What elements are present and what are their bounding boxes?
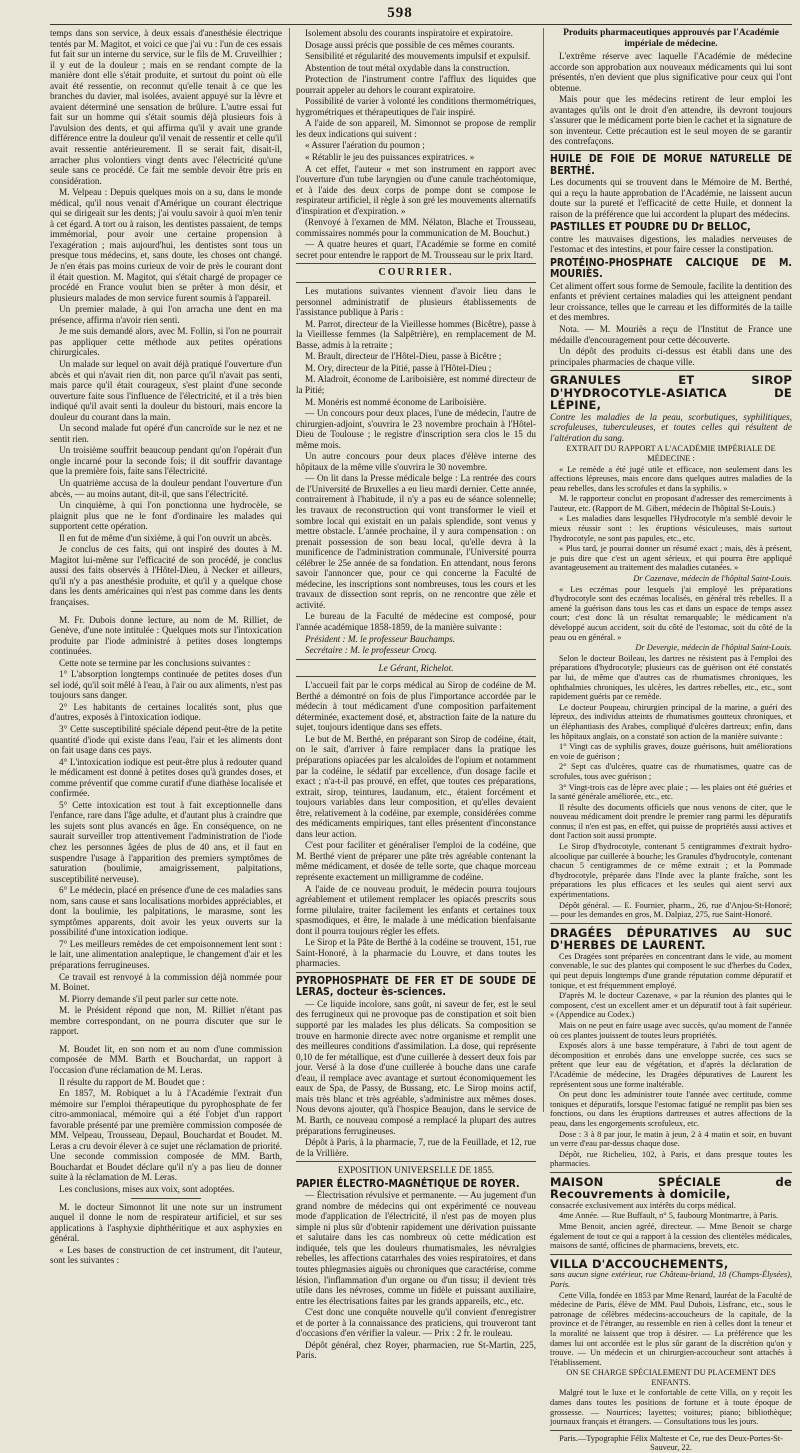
paragraph: temps dans son service, à deux essais d'anesthésie électrique tentés par M. Magitot, et voici ce que j'ai vu : l'un de ces essais fut fait sur un interne du service, sur le fils de M. Cruveilhier ; il y eut de la douleur ; mais en se rendant compte de la manière dont elle s'était produite, et surtout du point où elle avait été ressentie, on reconnut qu'elle tenait à ce que les branches du davier, mal isolées, avaient appuyé sur la lèvre et avaient déterminé une sensation de brûlure. L'autre essai fut fait sur un homme qui s'était soumis déjà plusieurs fois à l'avulsion des dents, et qui affirma qu'il y avait une grande différence entre la douleur qu'il venait de ressentir et celle qu'il avait ressentie antérieurement. Il se serait fait, disait-il, arracher plus volontiers vingt dents avec l'électricité qu'une seule sans ce procédé. Ce fait me semble devoir être pris en considération.: [50, 28, 282, 186]
section-rule: [296, 972, 536, 973]
ad-body: Exposés alors à une basse température, à l'abri de tout agent de décomposition et enrobés dans une enveloppe sucrée, ces sucs se prêtent que leur eau de végétation, et d'après la déclaration de l'Académie de médecine, les Dragées dépuratives de Laurent les représentent sous une forme inaltérable.: [550, 1041, 792, 1089]
ad-subtitle: Contre les maladies de la peau, scorbutiques, syphilitiques, scrofuleuses, tuberculeuses, et toutes celles qui résultent de l'altération du sang.: [550, 411, 792, 443]
ad-depot: Un dépôt des produits ci-dessus est établi dans une des principales pharmacies de chaque ville.: [550, 346, 792, 367]
ad-body: 3° Vingt-trois cas de lèpre avec plaie ; — les plaies ont été guéries et la santé générale améliorée, etc., etc.: [550, 782, 792, 802]
ad-body: Malgré tout le luxe et le confortable de cette Villa, on y reçoit les dames dans toutes les positions de fortune et à toute époque de grossesse. — Nourrices; layettes; voitures; piano; bibliothèque; journaux français et étrangers. — Consultations tous les jours.: [550, 1388, 792, 1427]
ad-title: DRAGÉES DÉPURATIVES AU SUC D'HERBES DE LAURENT.: [550, 925, 792, 953]
ad-body: Mais on ne peut en faire usage avec succès, qu'au moment de l'année où ces plantes jouissent de toutes leurs propriétés.: [550, 1020, 792, 1040]
paragraph: 2° Les habitants de certaines localités sont, plus que d'autres, exposés à l'intoxication iodique.: [50, 701, 282, 723]
ad-title: PASTILLES ET POUDRE DU Dr BELLOC,: [550, 221, 751, 234]
paragraph: 5° Cette intoxication est tout à fait exceptionnelle dans l'enfance, rare dans l'âge adulte, et d'autant plus à craindre que les sujets sont plus avancés en âge. En conséquence, on ne saurait surveiller trop attentivement l'administration de l'iode chez les personnes âgées de plus de 40 ans, et il faut en suspendre l'usage à l'apparition des premiers symptômes de saturation (boulimie, amaigrissement, palpitations, susceptibilité nerveuse).: [50, 799, 282, 884]
ads-section-heading: Produits pharmaceutiques approuvés par l'Académie impériale de médecine.: [563, 28, 779, 49]
paragraph: « Assurer l'aération du poumon ;: [305, 140, 425, 151]
ad-depot: Dépôt, rue Richelieu, 102, à Paris, et dans presque toutes les pharmacies.: [550, 1149, 792, 1169]
paragraph: Secrétaire : M. le professeur Crocq.: [305, 645, 437, 656]
paragraph: « Les bases de construction de cet instrument, dit l'auteur, sont les suivantes :: [50, 1244, 282, 1266]
page-number: 598: [387, 5, 413, 21]
quote: « Le remède a été jugé utile et efficace, non seulement dans les affections lépreuses, mais encore dans quelques autres maladies de la peau rebelles, dans les scrofules et dans la syphilis. »: [550, 464, 792, 493]
ad-note: Nota. — M. Mouriès a reçu de l'Institut de France une médaille d'encouragement pour cette découverte.: [550, 323, 792, 345]
ad-depot: Dépôt général. — E. Fournier, pharm., 26, rue d'Anjou-St-Honoré; — pour les demandes en gros, M. Dalpiaz, 275, rue Saint-Honoré.: [550, 900, 792, 920]
ad-body: Ces Dragées sont préparées en concentrant dans le vide, au moment convenable, le suc des plantes qui composent le suc d'herbes du Codex, qui peut depuis longtemps d'une grande réputation comme dépuratif et tonique, et est fréquemment employé.: [550, 951, 792, 990]
paragraph: C'est pour faciliter et généraliser l'emploi de la codéine, que M. Berthé vient de préparer une pâte très agréable contenant la même médicament, et dosée de telle sorte, que chaque morceau représente exactement un milligramme de codéine.: [296, 840, 536, 883]
paragraph: M. le docteur Simonnot lit une note sur un instrument auquel il donne le nom de respirateur artificiel, et sur ses applications à l'asphyxie diphthéritique et aux asphyxies en général.: [50, 1201, 282, 1244]
quote: M. le rapporteur conclut en proposant d'adresser des remerciments à l'auteur, etc. (Rapport de M. Gibert, médecin de l'hôpital St-Louis.): [550, 494, 792, 513]
ad-title: VILLA D'ACCOUCHEMENTS,: [550, 1256, 729, 1271]
ad-body: — Ce liquide incolore, sans goût, ni saveur de fer, est le seul des ferrugineux qui ne provoque pas de constipation et soit bien supporté par les malades les plus délicats. Sa composition se trouve en harmonie directe avec notre organisme et remplit une des meilleures conditions d'assimilation. La dose, qui représente 0,10 de fer métallique, est d'une cuillerée à dessert deux fois par jour. Versé à la dose d'une cuillerée à bouche dans une carafe d'eau, il remplace avec avantage et surtout économiquement les eaux de Spa, de Passy, de Bussang, etc. Le Sirop moins actif, mais très blanc et très agréable, s'administre aux mêmes doses. Nous devons ajouter, qu'à l'hospice Beaujon, dans le service de M. Barth, ce nouveau composé a remplacé la plupart des autres préparations ferrugineuses.: [296, 998, 536, 1136]
paragraph: (Renvoyé à l'examen de MM. Nélaton, Blache et Trousseau, commissaires nommés pour la communication de M. Bouchut.): [296, 217, 536, 238]
ad-body: Le Sirop d'hydrocotyle, contenant 5 centigrammes d'extrait hydro-alcoolique par cuillerée à bouche; les Granules d'hydrocotyle, contenant chacun 5 centigrammes de ce même extrait ; et la Pommade d'hydrocotyle, préparée dans l'Inde avec la plante fraîche, sont les préparations les plus efficaces et les seules qui aient servi aux expérimentations.: [550, 842, 792, 900]
paragraph: — Un concours pour deux places, l'une de médecin, l'autre de chirurgien-adjoint, s'ouvrira le 23 novembre prochain à l'Hôtel-Dieu de Toulouse ; le registre d'inscription sera clos le 15 du même mois.: [296, 408, 536, 450]
paragraph: 3° Cette susceptibilité spéciale dépend peut-être de la petite quantité d'iode qui existe dans l'eau, l'air et les aliments dont on fait usage dans ces pays.: [50, 724, 282, 756]
paragraph: Sensibilité et régularité des mouvements impulsif et expulsif.: [305, 51, 531, 62]
paragraph: M. Parrot, directeur de la Vieillesse hommes (Bicêtre), passe à la Vieillesse femmes (la Salpêtrière), en remplacement de M. Basse, admis à la retraite ;: [296, 318, 536, 350]
paragraph: Ce travail est renvoyé à la commission déjà nommée pour M. Boinet.: [50, 971, 282, 993]
paragraph: 1° L'absorption longtemps continuée de petites doses d'un sel iodé, qu'il soit mêlé à l'eau, à l'air ou aux aliments, n'est pas toujours sans danger.: [50, 669, 282, 701]
ad-body: C'est donc une conquête nouvelle qu'il convient d'enregistrer et de porter à la connaissance des praticiens, qui trouveront tant d'occasions d'en vérifier la valeur. — Prix : 2 fr. le rouleau.: [296, 1307, 536, 1339]
paragraph: 6° Le médecin, placé en présence d'une de ces maladies sans nom, sans cause et sans localisations morbides appréciables, et dont la boulimie, les palpitations, le marasme, sont les symptômes apparents, doit avoir les yeux ouverts sur la possibilité d'une intoxication iodique.: [50, 885, 282, 938]
paragraph: Les conclusions, mises aux voix, sont adoptées.: [59, 1183, 235, 1194]
paragraph: Dosage aussi précis que possible de ces mêmes courants.: [305, 39, 515, 50]
ad-body: 4me Année. — Rue Buffault, n° 5, faubourg Montmartre, à Paris.: [559, 1211, 779, 1221]
paragraph: Les mutations suivantes viennent d'avoir lieu dans le personnel administratif de plusieurs établissements de l'assistance publique à Paris :: [296, 286, 536, 318]
section-rule: [550, 150, 792, 151]
ad-depot: Dépôt à Paris, à la pharmacie, 7, rue de la Feuillade, et 12, rue de la Vrillière.: [296, 1137, 536, 1158]
header-rule: [50, 24, 792, 25]
ad-title: HUILE DE FOIE DE MORUE NATURELLE DE BERTHÉ.: [550, 153, 792, 177]
section-rule: [296, 282, 536, 283]
ad-body: ON SE CHARGE SPÉCIALEMENT DU PLACEMENT DES ENFANTS.: [566, 1368, 776, 1387]
ad-body: 1° Vingt cas de syphilis graves, douze guérisons, huit améliorations en voie de guérison ;: [550, 742, 792, 761]
section-rule: [296, 676, 536, 677]
paragraph: M. Velpeau : Depuis quelques mois on a su, dans le monde médical, qu'il nous venait d'Amérique un courant électrique qui se dirigeait sur les dents; j'ai voulu savoir à quoi m'en tenir à cet égard. A tort ou à raison, les dentistes passaient, de temps immémorial, pour avoir une certaine propension à l'exagération ; mais aujourd'hui, les dentistes sont tous un presque tous médecins, et, sans doute, les choses ont changé. Je n'en étais pas moins curieux de voir de près le courant dont il était question. M. Magitot, qui s'était chargé de propager ce procédé en France voulut bien se prêter à mon désir, et plusieurs malades de mon service furent soumis à l'appareil.: [50, 187, 282, 303]
ad-body: Selon le docteur Boileau, les dartres ne résistent pas à l'emploi des préparations d'hydrocotyle; plusieurs cas de guérison ont été constatés par lui, de même que d'autres cas de rhumatismes chroniques, les ophthalmies chroniques, les ulcères, les dartres rebelles, etc., etc., sont rapidement guéris par ce remède.: [550, 653, 792, 702]
paragraph: L'extrême réserve avec laquelle l'Académie de médecine accorde son approbation aux nouveaux médicaments qui lui sont présentés, n'en devient que plus significative pour ceux qui l'ont obtenue.: [550, 51, 792, 93]
paragraph: M. Brault, directeur de l'Hôtel-Dieu, passe à Bicêtre ;: [305, 351, 502, 362]
ad-testimonials: [550, 465, 792, 920]
ad-body: Cet aliment offert sous forme de Semoule, facilite la dentition des enfants et prévient certaines maladies qui les atteignent pendant leur croissance, telles que le carreau et les difformités de la taille et des membres.: [550, 280, 792, 323]
section-rule: [550, 1172, 792, 1173]
column-divider: [289, 28, 290, 1112]
ad-title: GRANULES ET SIROP D'HYDROCOTYLE-ASIATICA DE LÉPINE,: [550, 373, 792, 413]
ad-kicker: EXTRAIT DU RAPPORT A L'ACADÉMIE IMPÉRIALE DE MÉDECINE :: [566, 444, 776, 463]
paragraph: Je conclus de ces faits, qui ont inspiré des doutes à M. Magitot lui-même sur l'efficacité de son procédé, je conclus aussi des faits observés à l'Hôtel-Dieu, à Necker et ailleurs, qu'il n'y a pas anesthésie produite, et qu'il y a quelque chose dans les dents américaines qui n'est pas comme dans les dents françaises.: [50, 544, 282, 607]
paragraph: Possibilité de varier à volonté les conditions thermométriques, hygrométriques et thérapeutiques de l'air inspiré.: [296, 96, 536, 117]
section-rule: [296, 263, 536, 264]
paragraph: Protection de l'instrument contre l'afflux des liquides que pourrait appeler au dehors le courant expiratoire.: [296, 74, 536, 95]
ad-maison-body: [550, 1201, 792, 1251]
paragraph: 4° L'intoxication iodique est peut-être plus à redouter quand le médicament est donné à petites doses qu'à grandes doses, et comme préventif que comme curatif d'une diathèse localisée et confirmée.: [50, 756, 282, 799]
section-rule: [131, 1040, 201, 1041]
ad-body: Cette Villa, fondée en 1853 par Mme Renard, lauréat de la Faculté de médecine de Paris, élève de MM. Paul Dubois, Lisfranc, etc., sous le patronage de célèbres médecins-accoucheurs de la capitale, de la province et de l'étranger, au ressemble en rien à celles dont la teneur et la moralité ne laissent que trop à désirer. — La préférence que les dames lui ont accordée est le plus sûr garant de la discrétion qu'on y trouve. — Un médecin et un chirurgien-accoucheur sont attachés à l'établissement.: [550, 1290, 792, 1367]
paragraph: Isolement absolu des courants inspiratoire et expiratoire.: [305, 28, 513, 38]
paragraph: Un premier malade, à qui l'on arracha une dent en ma présence, affirma n'avoir rien senti.: [50, 304, 282, 325]
ad-title: PAPIER ÉLECTRO-MAGNÉTIQUE DE ROYER.: [296, 1177, 520, 1190]
paragraph: En 1857, M. Robiquet a lu à l'Académie l'extrait d'un mémoire sur l'emploi thérapeutique du pyrophosphate de fer citro-ammoniacal, mémoire qui a été l'objet d'un rapport favorable présenté par une première commission composée de MM. Velpeau, Trousseau, Depaul, Bouchardat et Boudet. M. Leras a cru devoir élever à ce sujet une réclamation de priorité. Une seconde commission composée de MM. Barth, Bouchardat et Boudet déclare qu'il n'y a pas lieu de donner suite à la réclamation de M. Leras.: [50, 1088, 282, 1183]
section-rule: [550, 370, 792, 371]
paragraph: Mais pour que les médecins retirent de leur emploi les avantages qu'ils ont le droit d'en attendre, ils devront toujours s'assurer que le médicament porte bien le cachet et la signature de son inventeur. Cette précaution est le seul moyen de se garantir des contrefaçons.: [550, 94, 792, 147]
column-left: [50, 28, 282, 1266]
paragraph: Il en fut de même d'un sixième, à qui l'on ouvrit un abcès.: [59, 532, 272, 543]
paragraph: Un troisième souffrit beaucoup pendant qu'on l'opérait d'un ongle incarné pour la seconde fois; il dit souffrir davantage que la première fois, faite sans l'électricité.: [50, 445, 282, 477]
section-rule: [550, 923, 792, 924]
paragraph: A l'aide de ce nouveau produit, le médecin pourra toujours agréablement et utilement remplacer les opiacés prescrits sous forme pilulaire, traiter facilement les enfants et certaines toux spasmodiques, et être, le malade à une médication bienfaisante dont il pourra toujours régler les effets.: [296, 883, 536, 936]
ad-title: PYROPHOSPHATE DE FER ET DE SOUDE DE LERAS, docteur ès-sciences.: [296, 974, 536, 999]
paragraph: 7° Les meilleurs remèdes de cet empoisonnement lent sont : le lait, une alimentation analeptique, le changement d'air et les préparations ferrugineuses.: [50, 938, 282, 971]
paragraph: A cet effet, l'auteur « met son instrument en rapport avec l'ouverture d'un tube laryngien ou d'une canule trachéotomique, et à l'aide des deux corps de pompe dont se compose le respirateur artificiel, il règle à son gré les mouvements alternatifs d'inspiration et d'expiration. »: [296, 163, 536, 216]
paragraph: M. Aladroit, économe de Lariboisière, est nommé directeur de la Pitié;: [296, 374, 536, 395]
ad-body: contre les mauvaises digestions, les maladies nerveuses de l'estomac et des intestins, et pour faire cesser la constipation.: [550, 233, 792, 255]
paragraph: « Rétablir le jeu des puissances expiratrices. »: [305, 152, 475, 163]
column-middle: [296, 28, 536, 1361]
paragraph: A l'aide de son appareil, M. Simonnot se propose de remplir les deux indications qui suivent :: [296, 118, 536, 139]
section-rule: [131, 1198, 201, 1199]
paragraph: Un second malade fut opéré d'un cancroïde sur le nez et ne sentit rien.: [50, 423, 282, 444]
paragraph: M. le Président répond que non, M. Rilliet n'étant pas membre correspondant, on ne pourra discuter que sur le rapport.: [50, 1005, 282, 1037]
quote: « Les eczémas pour lesquels j'ai employé les préparations d'hydrocotyle sont des eczémas localisés, en général très rebelles. Il a amené la guérison dans tous les cas et dans un espace de temps assez court; c'est donc là un résultat remarquable; le médicament n'a développé aucun accident, soit du côté de l'estomac, soit du côté de la peau ou en général. »: [550, 584, 792, 642]
section-rule: [550, 1430, 792, 1431]
printer-imprint: Paris.—Typographie Félix Malteste et Ce, rue des Deux-Portes-St-Sauveur, 22.: [559, 1433, 783, 1453]
paragraph: M. Monéris est nommé économe de Lariboisière.: [305, 396, 487, 407]
paragraph: — A quatre heures et quart, l'Académie se forme en comité secret pour entendre le rapport de M. Trousseau sur le prix Itard.: [296, 239, 536, 260]
section-rule: [550, 1254, 792, 1255]
paragraph: M. Piorry demande s'il peut parler sur cette note.: [59, 993, 239, 1004]
ad-subtitle: sans aucun signe extérieur, rue Château-briand, 18 (Champs-Élysées), Paris.: [550, 1270, 792, 1289]
ad-body: consacrée exclusivement aux intérêts du corps médical.: [550, 1200, 736, 1210]
ad-title: MAISON SPÉCIALE de Recouvrements à domicile,: [550, 1174, 792, 1202]
paragraph: M. Ory, directeur de la Pitié, passe à l'Hôtel-Dieu ;: [305, 362, 492, 373]
paragraph: Un autre concours pour deux places d'élève interne des hôpitaux de la même ville s'ouvrira le 30 novembre.: [296, 451, 536, 472]
paragraph: Un quatrième accusa de la douleur pendant l'ouverture d'un abcès, — au moins autant, dit-il, que sans l'électricité.: [50, 477, 282, 499]
quote-signature: Dr Devergie, médecin de l'hôpital Saint-Louis.: [635, 643, 792, 653]
paragraph: Le bureau de la Faculté de médecine est composé, pour l'année académique 1858-1859, de la manière suivante :: [296, 611, 536, 632]
column-divider: [543, 28, 544, 1112]
section-rule: [131, 611, 201, 612]
paragraph: Le Sirop et la Pâte de Berthé à la codéine se trouvent, 151, rue Saint-Honoré, à la pharmacie du Louvre, et dans toutes les pharmacies.: [296, 937, 536, 969]
ad-body: Il résulte des documents officiels que nous venons de citer, que le nouveau médicament doit prendre le premier rang parmi les dépuratifs connus; il n'en est pas, en effet, qui puisse de propriétés aussi actives et dont l'action soit aussi prompte.: [550, 802, 792, 841]
ad-depot: Dépôt général, chez Royer, pharmacien, rue St-Martin, 225, Paris.: [296, 1339, 536, 1361]
column-right: [550, 28, 792, 1453]
paragraph: Il résulte du rapport de M. Boudet que :: [59, 1076, 205, 1087]
section-rule: [296, 659, 536, 660]
ad-body: Dose : 3 à 8 par jour, le matin à jeun, 2 à 4 matin et soir, en buvant un verre d'eau par-dessus chaque dose.: [550, 1129, 792, 1149]
ad-body: — Électrisation révulsive et permanente. — Au jugement d'un grand nombre de médecins qui ont expérimenté ce nouveau mode d'application de l'électricité, il n'est pas de moyen plus simple ni plus sûr d'obtenir rapidement une dérivation puissante et salutaire dans les cas nombreux où cette médication est indiquée, tels que les douleurs rhumatismales, les névralgies rebelles, les affections catarrhales des voies respiratoires, et dans toutes phlegmasies aiguës ou chroniques que caractérise, comme lésion, l'inflammation d'un organe ou d'un tissu; il devient très utile dans les névroses, comme un fidèle et puissant auxiliaire, entre les électrisations faites par les grands appareils, etc., etc.: [296, 1190, 536, 1306]
ad-body: On peut donc les administrer toute l'année avec certitude, comme toniques et dépuratifs, lorsque l'estomac fatigué ne remplit pas bien ses fonctions, ou dans les éruptions dartreuses et autres affections de la peau, dans les engorgements scrofuleux, etc.: [550, 1090, 792, 1128]
ad-dragees-body: [550, 952, 792, 1169]
paragraph: Un cinquième, à qui l'on ponctionna une hydrocèle, se plaignit plus que ne le font d'ordinaire les malades qui supportent cette opération.: [50, 500, 282, 532]
ad-kicker: EXPOSITION UNIVERSELLE DE 1855.: [337, 1165, 495, 1176]
paragraph: L'accueil fait par le corps médical au Sirop de codéine de M. Berthé a démontré on fois de plus l'importance accordée par le médecin à tout médicament d'une composition parfaitement déterminée, exactement dosé, et, abstraction faite de la nature du sujet, toujours identique dans ses effets.: [296, 680, 536, 733]
section-rule: [296, 1161, 536, 1162]
paragraph: Cette note se termine par les conclusions suivantes :: [59, 657, 251, 668]
paragraph: Président : M. le professeur Bauchamps.: [305, 633, 455, 644]
ad-body: 2° Sept cas d'ulcères, quatre cas de rhumatismes, quatre cas de scrofules, tous avec guérison ;: [550, 762, 792, 781]
ad-body: Mme Benoit, ancien agréé, directeur. — Mme Benoit se charge également de tout ce qui a rapport à la cession des clientèles médicales, maisons de santé, officines de pharmaciens, brevets, etc.: [550, 1222, 792, 1251]
paragraph: Un malade sur lequel on avait déjà pratiqué l'ouverture d'un abcès et qui n'avait rien dit, non parce qu'il n'avait pas senti, mais parce qu'il était courageux, s'est plaint d'une seconde ouverture faite sous l'influence de l'électricité, et il a très bien indiqué qu'il avait senti la douleur du bistouri, mais encore la douleur du courant dans la main.: [50, 358, 282, 422]
paragraph: M. Fr. Dubois donne lecture, au nom de M. Rilliet, de Genève, d'une note intitulée : Quelques mots sur l'intoxication produite par l'iode administré à petites doses longtemps continuées.: [50, 614, 282, 657]
quote: « Les maladies dans lesquelles l'Hydrocotyle m'a semblé devoir le mieux réussir sont : les éruptions vésiculeuses, mais surtout l'hydrocotyle, ne sont pas papules, etc., etc.: [550, 514, 792, 543]
ad-body: D'après M. le docteur Cazenave, « par la réunion des plantes qui le composent, c'est un excellent amer et un dépuratif tout à fait supérieur. » (Appendice au Codex.): [550, 991, 792, 1020]
paragraph: — On lit dans la Presse médicale belge : La rentrée des cours de l'Université de Bruxelles a eu lieu mardi dernier. Cette année, contrairement à l'habitude, il n'y a pas eu de séance solennelle; les travaux de reconstruction qui vont transformer le vieil et sombre local qui existait en un palais splendide, sont venus y mettre obstacle. L'année prochaine, il y aura compensation : on prenait possession de son beau local, qu'elle devra à la munificence de l'administration communale, l'Université pourra célébrer le 25e année de sa fondation. En attendant, nous ferons savoir l'annoncer que, pour ce qui concerne la Faculté de médecine, les inscriptions sont nombreuses, tous les cours et les travaux de dissection sont repris, on ne rencontre que zèle et activité.: [296, 473, 536, 610]
editor-signature: Le Gérant, Richelot.: [378, 662, 454, 673]
quote: « Plus tard, je pourrai donner un résumé exact ; mais, dès à présent, je puis dire que c'est un agent sérieux, et qui pourra être appliqué avantageusement au traitement des maladies cutanées. »: [550, 544, 792, 573]
paragraph: M. Boudet lit, en son nom et au nom d'une commission composée de MM. Barth et Bouchardat, un rapport à l'occasion d'une réclamation de M. Leras.: [50, 1043, 282, 1075]
paragraph: Je me suis demandé alors, avec M. Follin, si l'on ne pourrait pas appliquer cette méthode aux petites opérations chirurgicales.: [50, 326, 282, 358]
paragraph: Le but de M. Berthé, en préparant son Sirop de codéine, était, on le sait, d'arriver à faire remplacer dans la pratique les préparations opiacées par les alcaloïdes de l'opium et notamment par la codéine, le sédatif par excellence, d'un dosage facile et exact ; n'a-t-il pas prouvé, en effet, que toutes ces préparations, extrait, sirop, teintures, laudanum, etc., étaient forcément et toujours variables dans leur composition, et qu'elles devaient être, relativement à la codéine, par exemple, considérées comme des médicaments empiriques, tant elles présentent d'inconstance dans leur action.: [296, 733, 536, 839]
section-heading-courrier: COURRIER.: [378, 267, 454, 279]
quote-signature: Dr Cazenave, médecin de l'hôpital Saint-Louis.: [633, 574, 792, 584]
ad-body: Les documents qui se trouvent dans le Mémoire de M. Berthé, qui a reçu la haute approbation de l'Académie, ne laissent aucun doute sur la pureté et l'efficacité de cette Huile, et donnent la raison de la préférence que lui accordent la plupart des médecins.: [550, 177, 792, 219]
paragraph: Abstention de tout métal oxydable dans la construction.: [305, 62, 510, 73]
ad-villa-body: [550, 1270, 792, 1427]
ad-title: PROTÉINO-PHOSPHATE CALCIQUE DE M. MOURIÈS.: [550, 256, 792, 281]
ad-body: Le docteur Poupeau, chirurgien principal de la marine, a guéri des lépreux, des individus atteints de rhumatismes goutteux chroniques, et un éléphantiasis des Arabes, compliqué d'ulcères dartreux; enfin, dans les hôpitaux anglais, on a constaté son action de la manière suivante :: [550, 702, 792, 741]
